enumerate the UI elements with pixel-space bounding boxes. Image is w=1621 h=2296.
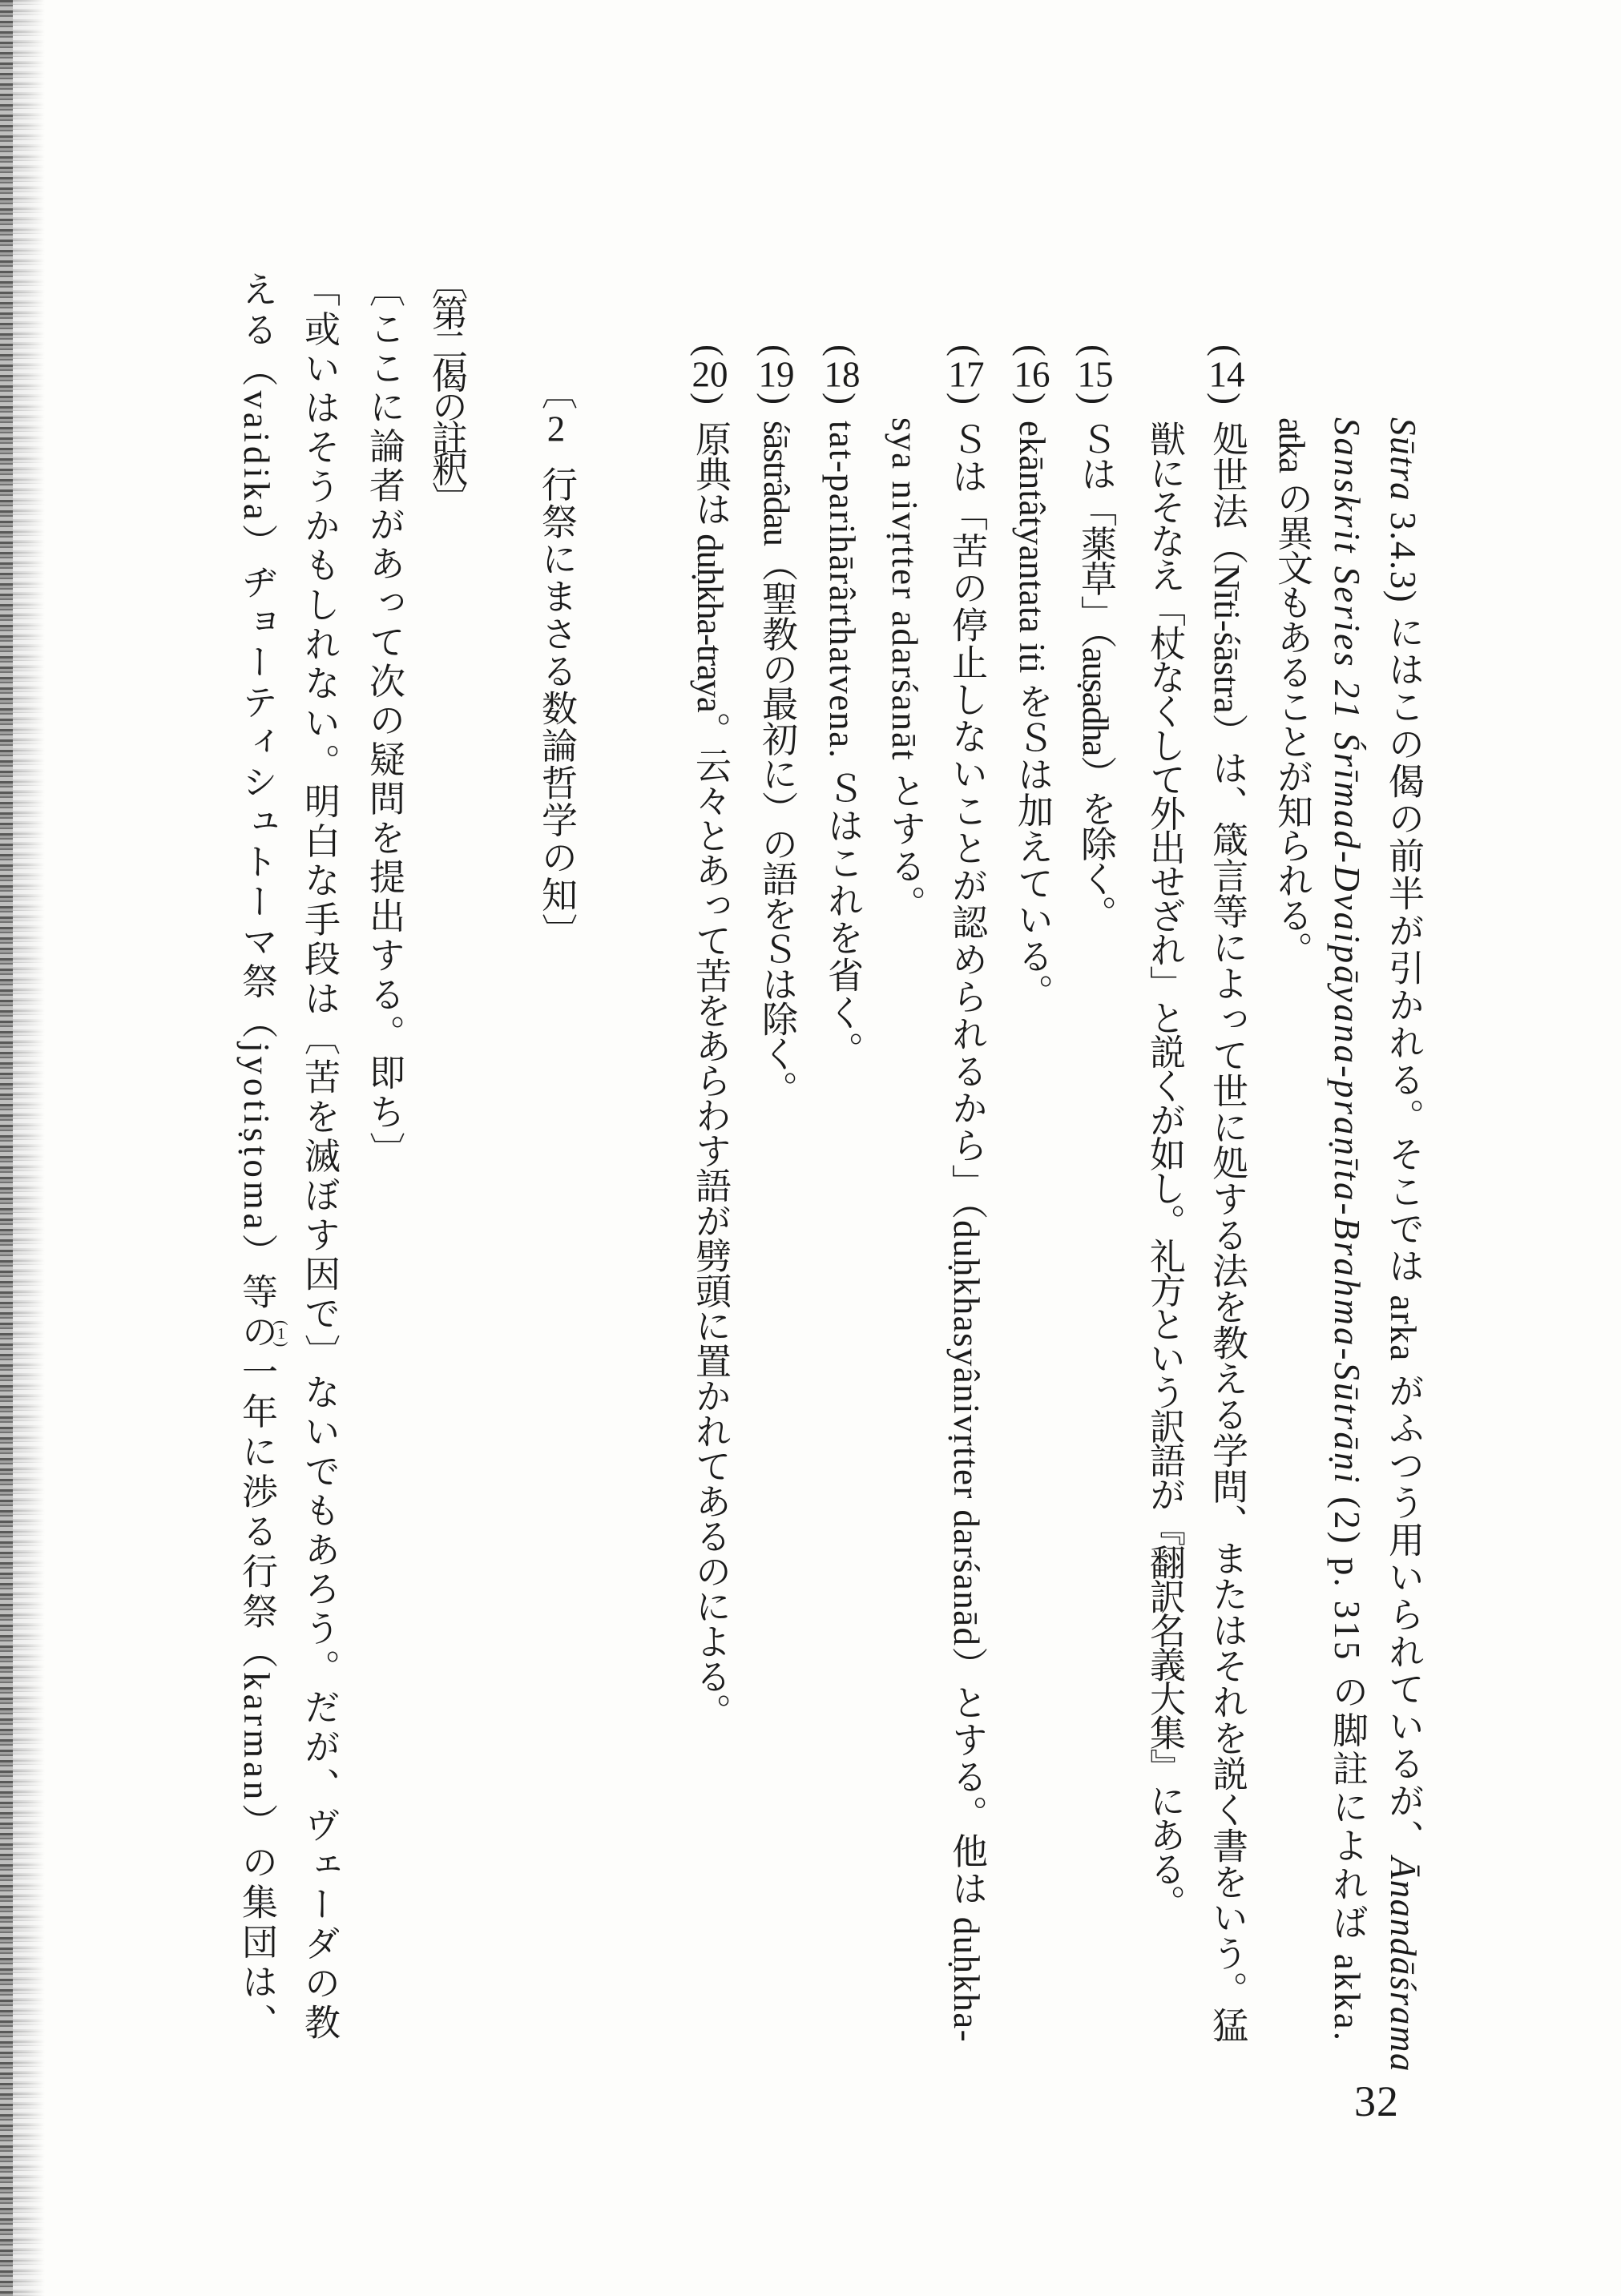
- note-text: (2) p. 315 の脚註によれば akka.: [1327, 1484, 1367, 2043]
- note-number: [692, 344, 728, 405]
- note-number: [948, 344, 984, 405]
- note-paren-close: ): [1012, 393, 1052, 405]
- note-paren-open: (: [690, 344, 730, 356]
- heading-bracket-open: 〔: [536, 373, 576, 411]
- scan-edge-texture: [13, 0, 45, 2296]
- note-number: [1014, 344, 1050, 405]
- note-number-digits: 16: [1014, 356, 1050, 393]
- note-text-line: 原典は duḥkha-traya。云々とあって苦をあらわす語が劈頭に置かれてあるのによる。: [690, 421, 730, 1728]
- scan-edge-shadow: [0, 0, 13, 2296]
- note-text-line: Ｓは「苦の停止しないことが認められるから」（duḥkhasyânivṛtter darśanād）とする。他は duḥkha-: [946, 421, 986, 2043]
- note-text-line: tat-parihārârthatvena. Ｓはこれを省く。: [822, 421, 862, 1069]
- body-text-line: 「或いはそうかもしれない。明白な手段は〔苦を滅ぼす因で〕ないでもあろう。だが、ヴェーダの教: [299, 271, 339, 2043]
- note-number: [1077, 344, 1113, 405]
- note-number-digits: 17: [948, 356, 985, 393]
- note-number: [1207, 344, 1247, 405]
- series-title-italic: Ānandāśrama: [1383, 1856, 1423, 2073]
- body-text-line: 〔ここに論者があって次の疑問を提出する。即ち〕: [364, 271, 404, 1171]
- note-paren-close: ): [1075, 393, 1115, 405]
- continued-note-line-1: [1385, 417, 1421, 2072]
- note-paren-open: (: [1207, 344, 1247, 356]
- note-number-digits: 15: [1077, 356, 1114, 393]
- note-paren-open: (: [1075, 344, 1115, 356]
- note-paren-close: ): [822, 393, 862, 405]
- note-paren-close: ): [1207, 393, 1247, 405]
- note-number-digits: 18: [824, 356, 861, 393]
- note-text-line: sya nivṛtter adarśanāt とする。: [885, 417, 925, 923]
- note-text-line: ekāntâtyantata iti をＳは加えている。: [1012, 421, 1052, 1010]
- note-text: 3.4.3) にはこの偈の前半が引かれる。そこでは arka がふつう用いられているが、: [1383, 501, 1423, 1857]
- continued-note-line-3: atka の異文もあることが知られる。: [1272, 417, 1312, 966]
- note-number-digits: 20: [692, 356, 728, 393]
- work-title-italic: Sūtra: [1383, 417, 1423, 502]
- note-paren-close: ): [756, 393, 796, 405]
- note-text-line: Ｓは「薬草」（auṣadha）を除く。: [1075, 421, 1115, 930]
- note-text-line: 処世法（Nīti-śāstra）は、箴言等によって世に処する法を教える学問、またはそれを説く書をいう。猛: [1207, 421, 1247, 2043]
- footnote-paren-close: ): [272, 1341, 290, 1347]
- series-title-italic: Sanskrit Series 21 Śrīmad-Dvaipāyana-praṇīta-Brahma-Sūtrāṇi: [1327, 417, 1367, 1485]
- note-number-digits: 19: [758, 356, 795, 393]
- subheading: 〔第二偈の註釈〕: [426, 264, 466, 513]
- note-number: [824, 344, 860, 405]
- note-text-line: 獣にそなえ「杖なくして外出せざれ」と説くが如し。礼方という訳語が『翻訳名義大集』にある。: [1144, 421, 1184, 1919]
- note-number: [758, 344, 794, 405]
- note-text-line: śāstrâdau（聖教の最初に）の語をＳは除く。: [756, 421, 796, 1106]
- body-text-line: える（vaidika）ヂョーティシュトーマ祭（jyotiṣṭoma）等の一年に渉る行祭（karman）の集団は、: [236, 271, 276, 2043]
- footnote-paren-open: (: [272, 1320, 290, 1326]
- footnote-number: 1: [277, 1325, 285, 1342]
- heading-title: 行祭にまさる数論哲学の知: [536, 465, 576, 913]
- note-paren-open: (: [822, 344, 862, 356]
- note-paren-open: (: [946, 344, 986, 356]
- continued-note-line-2: [1329, 417, 1365, 2043]
- heading-bracket-close: 〕: [536, 912, 576, 951]
- footnote-reference: [273, 1320, 289, 1347]
- section-heading: [538, 373, 574, 951]
- note-paren-close: ): [946, 393, 986, 405]
- note-paren-open: (: [1012, 344, 1052, 356]
- note-paren-open: (: [756, 344, 796, 356]
- heading-number: 2: [546, 410, 566, 447]
- note-paren-close: ): [690, 393, 730, 405]
- note-number-digits: 14: [1208, 356, 1245, 393]
- page-number: 32: [1354, 2077, 1399, 2125]
